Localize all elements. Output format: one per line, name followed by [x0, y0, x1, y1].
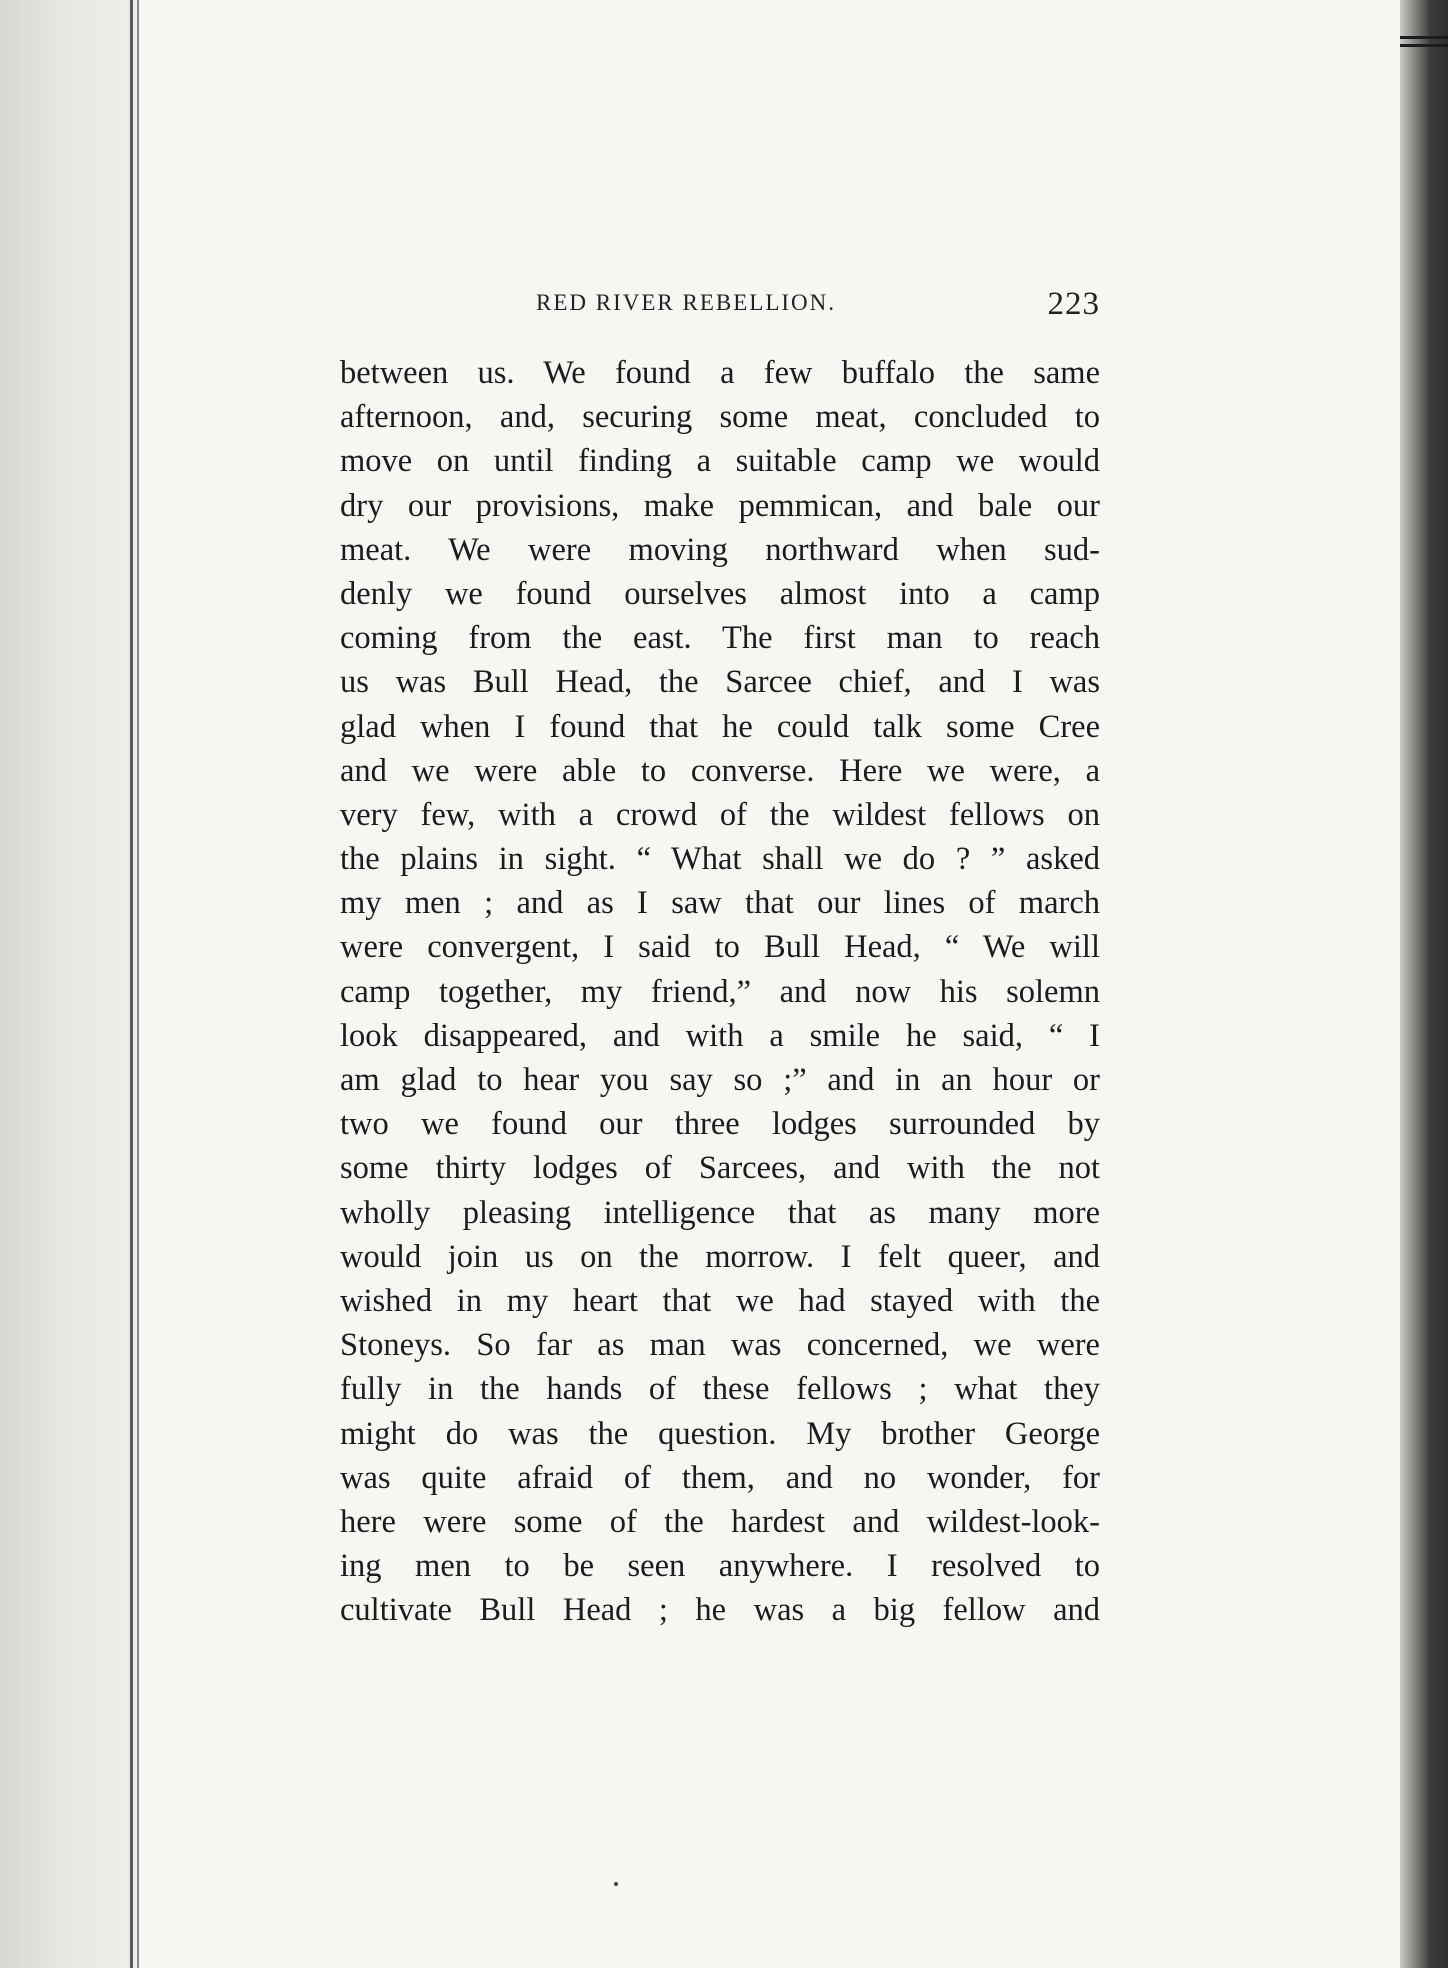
text-line: might do was the question. My brother George	[340, 1415, 1100, 1452]
book-gutter	[0, 0, 150, 1968]
text-line: meat. We were moving northward when sud-	[340, 531, 1100, 568]
text-line: am glad to hear you say so ;” and in an hour or	[340, 1062, 1100, 1098]
page-edge-mark	[1400, 36, 1448, 39]
text-line: camp together, my friend,” and now his solemn	[340, 973, 1100, 1010]
text-line: wholly pleasing intelligence that as many more	[340, 1194, 1100, 1231]
text-line: dry our provisions, make pemmican, and bale our	[340, 487, 1100, 524]
text-line: wished in my heart that we had stayed with the	[340, 1282, 1100, 1319]
text-line: would join us on the morrow. I felt queer, and	[340, 1238, 1100, 1275]
text-line: look disappeared, and with a smile he said, “ I	[340, 1017, 1100, 1054]
page-edge-mark	[1400, 44, 1448, 47]
text-line: coming from the east. The first man to reach	[340, 620, 1100, 657]
text-line: were convergent, I said to Bull Head, “ We will	[340, 929, 1100, 966]
text-line: us was Bull Head, the Sarcee chief, and I was	[340, 664, 1100, 701]
text-line: ing men to be seen anywhere. I resolved to	[340, 1548, 1100, 1585]
text-line: glad when I found that he could talk some Cree	[340, 708, 1100, 745]
paper-speck	[614, 1882, 618, 1886]
text-line: two we found our three lodges surrounded by	[340, 1106, 1100, 1143]
running-title: RED RIVER REBELLION.	[536, 290, 837, 315]
text-line: move on until finding a suitable camp we would	[340, 443, 1100, 480]
page-number: 223	[1047, 286, 1100, 322]
text-line: was quite afraid of them, and no wonder, for	[340, 1459, 1100, 1496]
text-line: my men ; and as I saw that our lines of march	[340, 885, 1100, 922]
text-line: afternoon, and, securing some meat, concluded to	[340, 399, 1100, 436]
page-edge	[1400, 0, 1448, 1968]
text-line: and we were able to converse. Here we were, a	[340, 752, 1100, 789]
text-line: some thirty lodges of Sarcees, and with the not	[340, 1150, 1100, 1187]
text-line: here were some of the hardest and wildest-look-	[340, 1503, 1100, 1540]
running-header	[340, 286, 1100, 326]
text-line: denly we found ourselves almost into a camp	[340, 575, 1100, 612]
text-line: fully in the hands of these fellows ; what they	[340, 1371, 1100, 1408]
text-line: the plains in sight. “ What shall we do ? ” asked	[340, 841, 1100, 878]
text-line: between us. We found a few buffalo the same	[340, 355, 1100, 391]
binding-line	[130, 0, 133, 1968]
body-text	[340, 351, 1100, 1632]
text-line: very few, with a crowd of the wildest fellows on	[340, 796, 1100, 833]
text-line: Stoneys. So far as man was concerned, we were	[340, 1327, 1100, 1364]
binding-line-inner	[137, 0, 139, 1968]
text-line: cultivate Bull Head ; he was a big fellow and	[340, 1592, 1100, 1629]
